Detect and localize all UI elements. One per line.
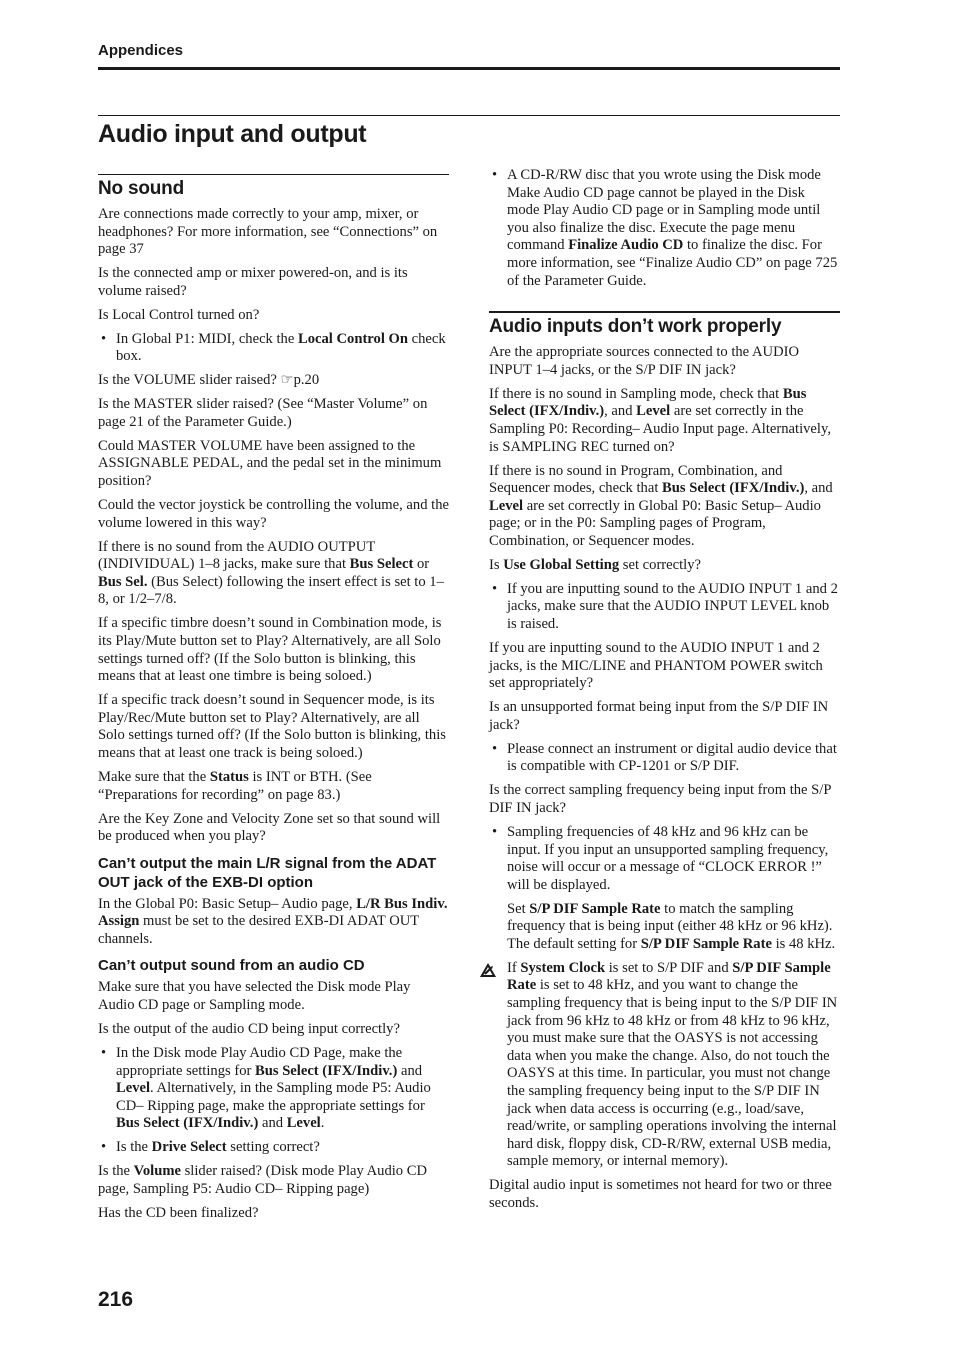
paragraph: Could the vector joystick be controlling the volume, and the volume lowered in this way? bbox=[98, 497, 449, 531]
list-item: • Sampling frequencies of 48 kHz and 96 kHz can be input. If you input an unsupported sampling frequency, noise will occur or a message of “CLOCK ERROR !” will be displayed. bbox=[489, 824, 840, 894]
list-item: • Please connect an instrument or digital audio device that is compatible with CP-1201 or S/P DIF. bbox=[489, 741, 840, 776]
list-item: • Is the Drive Select setting correct? bbox=[98, 1139, 449, 1157]
bullet-list bbox=[98, 1045, 449, 1133]
subheading-adat: Can’t output the main L/R signal from the ADAT OUT jack of the EXB-DI option bbox=[98, 854, 437, 891]
paragraph: Make sure that you have selected the Disk mode Play Audio CD page or Sampling mode. bbox=[98, 979, 411, 1014]
paragraph: Is Use Global Setting set correctly? bbox=[489, 556, 701, 573]
bullet-list bbox=[489, 741, 840, 776]
list-item: • If you are inputting sound to the AUDIO INPUT 1 and 2 jacks, make sure that the AUDIO INPUT LEVEL knob is raised. bbox=[489, 581, 840, 634]
section-heading-no-sound: No sound bbox=[98, 178, 184, 199]
right-column bbox=[489, 167, 840, 1219]
list-item: • A CD-R/RW disc that you wrote using the Disk mode Make Audio CD page cannot be played in the Disk mode Play Audio CD page or in Sampling mode until you also finalize the disc. Execute the page menu command Finalize Audio CD to finalize the disc. For more information, see “Finalize Audio CD” on page 725 of the Parameter Guide. bbox=[489, 167, 840, 290]
page-title: Audio input and output bbox=[98, 120, 367, 148]
bullet-list bbox=[489, 824, 840, 894]
paragraph: Is the VOLUME slider raised? ☞p.20 bbox=[98, 372, 320, 389]
bullet-list bbox=[489, 581, 840, 634]
caution-icon bbox=[479, 962, 497, 978]
paragraph: If there is no sound from the AUDIO OUTPUT (INDIVIDUAL) 1–8 jacks, make sure that Bus Select or Bus Sel. (Bus Select) following the insert effect is set to 1–8, or 1/2–7/8. bbox=[98, 538, 444, 608]
paragraph: If a specific track doesn’t sound in Sequencer mode, is its Play/Rec/Mute button set to Play? Alternatively, are all Solo settings turned off? (If the Solo button is blinking, this means that at least one track is being soloed.) bbox=[98, 692, 446, 761]
list-item: • In the Disk mode Play Audio CD Page, make the appropriate settings for Bus Select (IFX/Indiv.) and Level. Alternatively, in the Sampling mode P5: Audio CD– Ripping page, make the appropriate settings for Bus Select (IFX/Indiv.) and Level. bbox=[98, 1045, 449, 1133]
paragraph: Is the correct sampling frequency being input from the S/P DIF IN jack? bbox=[489, 782, 831, 816]
paragraph: Is the output of the audio CD being input correctly? bbox=[98, 1021, 400, 1038]
paragraph: If you are inputting sound to the AUDIO INPUT 1 and 2 jacks, is the MIC/LINE and PHANTOM POWER switch set appropriately? bbox=[489, 640, 823, 692]
title-rule bbox=[98, 115, 840, 116]
caution-note: If System Clock is set to S/P DIF and S/P DIF Sample Rate is set to 48 kHz, and you want to change the sampling frequency that is being input to the S/P DIF IN jack from 96 kHz to 48 kHz or from 48 kHz to 96 kHz, you must make sure that the OASYS is not accessing data when you make the change. Also, do not touch the OASYS at this time. In particular, you must not change the sampling frequency being input to the S/P DIF IN jack when data access is occurring (e.g., load/save, read/write, or sampling operations involving the internal hard disk, floppy disk, CD-R/RW, external USB media, sample memory, or internal memory). bbox=[489, 960, 840, 1171]
paragraph: Is an unsupported format being input from the S/P DIF IN jack? bbox=[489, 699, 829, 733]
paragraph: Are the appropriate sources connected to the AUDIO INPUT 1–4 jacks, or the S/P DIF IN jack? bbox=[489, 344, 800, 378]
paragraph: Could MASTER VOLUME have been assigned to the ASSIGNABLE PEDAL, and the pedal set in the minimum position? bbox=[98, 437, 442, 490]
paragraph: Are connections made correctly to your amp, mixer, or headphones? For more information, see “Connections” on page 37 bbox=[98, 206, 438, 258]
paragraph: Is the connected amp or mixer powered-on, and is its volume raised? bbox=[98, 265, 408, 299]
running-header: Appendices bbox=[98, 42, 184, 59]
paragraph: Is the Volume slider raised? (Disk mode Play Audio CD page, Sampling P5: Audio CD– Ripping page) bbox=[98, 1163, 428, 1197]
paragraph: Make sure that the Status is INT or BTH. (See “Preparations for recording” on page 83.) bbox=[98, 768, 372, 803]
indented-paragraph: Set S/P DIF Sample Rate to match the sampling frequency that is being input (either 48 kHz or 96 kHz). The default setting for S/P DIF Sample Rate is 48 kHz. bbox=[507, 900, 836, 952]
header-rule bbox=[98, 67, 840, 70]
section-rule bbox=[98, 174, 449, 175]
paragraph: Is Local Control turned on? bbox=[98, 306, 260, 323]
section-heading-audio-inputs: Audio inputs don’t work properly bbox=[489, 316, 782, 338]
bullet-list bbox=[489, 167, 840, 290]
paragraph: If there is no sound in Program, Combination, and Sequencer modes, check that Bus Select (IFX/Indiv.), and Level are set correctly in Global P0: Basic Setup– Audio page; or in the P0: Sampling pages of Program, Combination, or Sequencer modes. bbox=[489, 462, 833, 549]
paragraph: Has the CD been finalized? bbox=[98, 1204, 259, 1221]
paragraph: Digital audio input is sometimes not heard for two or three seconds. bbox=[489, 1177, 832, 1211]
paragraph: Are the Key Zone and Velocity Zone set so that sound will be produced when you play? bbox=[98, 810, 441, 845]
paragraph: Is the MASTER slider raised? (See “Master Volume” on page 21 of the Parameter Guide.) bbox=[98, 396, 428, 430]
paragraph: If there is no sound in Sampling mode, check that Bus Select (IFX/Indiv.), and Level are set correctly in the Sampling P0: Recording– Audio Input page. Alternatively, is SAMPLING REC turned on? bbox=[489, 385, 831, 455]
paragraph: If a specific timbre doesn’t sound in Combination mode, is its Play/Mute button set to Play? Alternatively, are all Solo settings turned off? (If the Solo button is blinking, this means that at least one timbre is being soloed.) bbox=[98, 615, 442, 685]
page-number: 216 bbox=[98, 1288, 134, 1311]
bullet-list bbox=[98, 1139, 449, 1157]
subheading-audio-cd: Can’t output sound from an audio CD bbox=[98, 957, 365, 975]
section-rule bbox=[489, 311, 840, 313]
list-item: • In Global P1: MIDI, check the Local Control On check box. bbox=[98, 331, 449, 366]
bullet-list bbox=[98, 331, 449, 366]
left-column bbox=[98, 174, 449, 1229]
paragraph: In the Global P0: Basic Setup– Audio page, L/R Bus Indiv. Assign must be set to the desired EXB-DI ADAT OUT channels. bbox=[98, 895, 448, 947]
